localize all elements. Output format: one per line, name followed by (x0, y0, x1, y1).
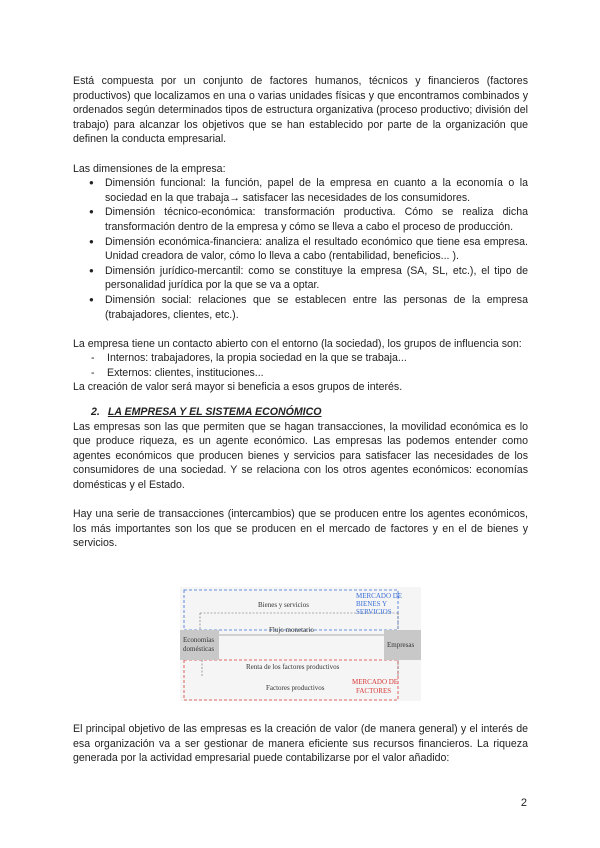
list-item: ● Dimensión económica-financiera: analiza el resultado económico que tiene esa empresa. Unidad creadora de valor, cómo lo lleva a cabo (rentabilidad, beneficios... ). (73, 235, 528, 264)
value-paragraph: La creación de valor será mayor si beneficia a esos grupos de interés. (73, 381, 403, 394)
firms-label: Empresas (387, 641, 415, 649)
list-item: - Externos: clientes, instituciones... (73, 366, 528, 381)
page-number: 2 (520, 797, 527, 809)
intro-paragraph: Está compuesta por un conjunto de factores humanos, técnicos y financieros (factores productivos) que localizamos en una o varias unidades físicas y que encontramos combinados y ordenados según determinados tipos de estructura organizativa (proceso productivo; división del trabajo) para alcanzar los objetivos que se han establecido por parte de la organización que definen la conducta empresarial. (73, 75, 528, 146)
productive-factors-label: Factores productivos (266, 684, 325, 692)
list-item: ● Dimensión social: relaciones que se establecen entre las personas de la empresa (trabajadores, clientes, etc.). (73, 293, 528, 322)
section-heading (73, 405, 528, 420)
transactions-paragraph: Hay una serie de transacciones (intercambios) que se producen entre los agentes económicos, los más importantes son los que se producen en el mercado de factores y en el de bienes y servicios. (73, 508, 528, 550)
list-item: - Internos: trabajadores, la propia sociedad en la que se trabaja... (73, 351, 528, 366)
groups-list (73, 351, 528, 380)
objective-paragraph: El principal objetivo de las empresas es la creación de valor (de manera general) y el interés de esa organización va a ser gestionar de manera eficiente sus recursos financieros. La riqueza generada por la actividad empresarial puede contabilizarse por el valor añadido: (73, 723, 528, 765)
list-item: ● Dimensión funcional: la función, papel de la empresa en cuanto a la economía o la sociedad en la que trabaja→ satisfacer las necesidades de los consumidores. (73, 176, 528, 205)
economic-flow-diagram (180, 587, 421, 701)
goods-market-label-2: BIENES Y (356, 600, 388, 608)
document-body-lower (73, 722, 528, 766)
flow-diagram-svg (180, 587, 421, 701)
document-body (73, 74, 528, 551)
households-label-1: Economías (183, 636, 215, 644)
contact-paragraph: La empresa tiene un contacto abierto con el entorno (la sociedad), los grupos de influencia son: (73, 337, 522, 350)
section2-paragraph: Las empresas son las que permiten que se hagan transacciones, la movilidad económica es lo que produce riqueza, es un agente económico. Las empresas las podemos entender como agentes económicos que producen bienes y servicios para satisfacer las necesidades de los consumidores de una sociedad. Y se relaciona con los otros agentes económicos: economías domésticas y el Estado. (73, 420, 528, 492)
goods-market-label-1: MERCADO DE (356, 592, 403, 600)
list-item: ● Dimensión técnico-económica: transformación productiva. Cómo se realiza dicha transformación dentro de la empresa y cómo se lleva a cabo el proceso de producción. (73, 205, 528, 234)
factors-market-label-2: FACTORES (356, 687, 392, 695)
section-title: LA EMPRESA Y EL SISTEMA ECONÓMICO (107, 406, 322, 419)
list-item: ● Dimensión jurídico-mercantil: como se constituye la empresa (SA, SL, etc.), el tipo de personalidad jurídica por la que se va a optar. (73, 264, 528, 293)
households-label-2: domésticas (183, 645, 215, 653)
factors-market-label-1: MERCADO DE (352, 678, 399, 686)
section-number: 2. (91, 406, 100, 419)
factor-income-label: Renta de los factores productivos (246, 663, 340, 671)
goods-market-label-3: SERVICIOS (356, 608, 392, 616)
dimensions-list (73, 176, 528, 322)
dimensions-title: Las dimensiones de la empresa: (73, 162, 226, 175)
money-flow-label: Flujo monetario (269, 626, 314, 634)
goods-services-label: Bienes y servicios (258, 601, 309, 609)
